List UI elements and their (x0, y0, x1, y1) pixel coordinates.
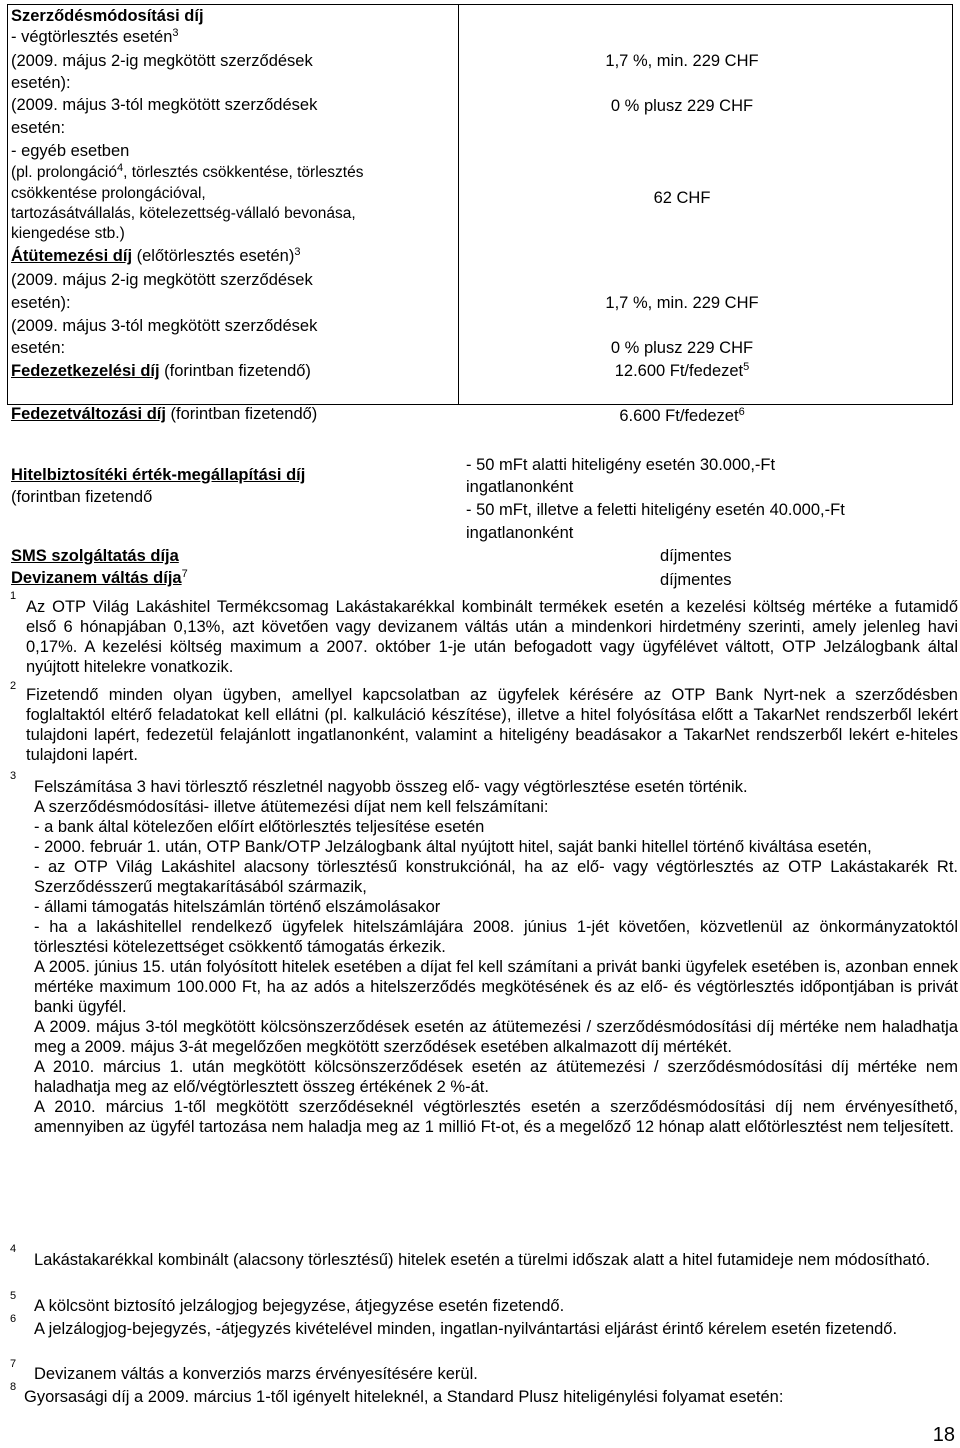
row-text: - egyéb esetben (11, 142, 130, 160)
footnote-1: Az OTP Világ Lakáshitel Termékcsomag Lakástakarékkal kombinált termékek esetén a kezelési költség mértéke a futamidő első 6 hónapjában 0,13%, azt követően vagy devizanem váltás után a mindenkori hirdetmény szerinti, amely jelenleg havi 0,17%. A kezelési költség maximum a 2007. október 1-je után befogadott vagy ügyfélévet váltott, OTP Jelzálogbank által nyújtott hitelekre vonatkozik. (26, 598, 958, 676)
footnote-6: A jelzálogjog-bejegyzés, -átjegyzés kivételével minden, ingatlan-nyilvántartási eljárást érintő kérelem esetén fizetendő. (34, 1320, 898, 1338)
fee-title-sms: SMS szolgáltatás díja (11, 547, 179, 565)
fee-title-rescheduling: Átütemezési díj (előtörlesztés esetén)$^3$ (11, 246, 301, 265)
footnote-number: 7 (10, 1358, 17, 1370)
footnote-number: 6 (10, 1313, 17, 1325)
fee-value: 12.600 Ft/fedezet$^5$ (614, 361, 750, 380)
footnote-number: 2 (10, 680, 17, 692)
row-text: (2009. május 3-tól megkötött szerződések (11, 317, 318, 335)
row-text: tartozásátvállalás, kötelezettség-vállaló bevonása, (11, 205, 356, 222)
footnote-number: 8 (10, 1381, 17, 1393)
row-text: esetén): (11, 74, 71, 92)
table-top-border (7, 4, 953, 5)
fee-value: 0 % plusz 229 CHF (610, 97, 754, 115)
footnote-number: 1 (10, 590, 17, 602)
fee-value: - 50 mFt alatti hiteligény esetén 30.000,-Ft (466, 456, 776, 474)
row-text: esetén: (11, 119, 66, 137)
footnote-number: 5 (10, 1290, 17, 1302)
footnote-number: 3 (10, 770, 17, 782)
fee-value: 0 % plusz 229 CHF (610, 339, 754, 357)
fee-title-collateral-handling: Fedezetkezelési díj (forintban fizetendő) (11, 362, 311, 380)
row-text: - végtörlesztés esetén$^3$ (11, 27, 179, 46)
footnote-3: Felszámítása 3 havi törlesztő részletnél nagyobb összeg elő- vagy végtörlesztése esetén történik. A szerződésmódosítási- illetve átütemezési díjat nem kell felszámítani: - a bank által kötelezően előírt előtörlesztés teljesítése esetén - 2000. február 1. után, OTP Bank/OTP Jelzálogbank által nyújtott hitel, saját banki hitellel történő kiváltása esetén, - az OTP Világ Lakáshitel alacsony törlesztésű konstrukciónál, ha az elő- vagy végtörlesztés az OTP Lakástakarék Rt. Szerződésszerű megtakarításából származik, - állami támogatás hitelszámlán történő elszámolásakor - ha a lakáshitellel rendelkező ügyfelek hitelszámlájára 2008. június 1-jét követően, közvetlenül az önkormányzatoktól törlesztési kötelezettséget csökkentő támogatás érkezik. A 2005. június 15. után folyósított hitelek esetében a díjat fel kell számítani a privát banki ügyfelek esetében is, azonban ennek mértéke maximum 100.000 Ft, ha az adós a hitelszerződés megkötésének és az elő- és végtörlesztés időpontjában is privát banki ügyfél. A 2009. május 3-tól megkötött kölcsönszerződések esetén az átütemezési / szerződésmódosítási díj mértéke nem haladhatja meg a 2009. május 3-át megelőzően megkötött szerződések esetében alkalmazott díj mértékét. A 2010. március 1. után megkötött kölcsönszerződések esetén az átütemezési / szerződésmódosítási díj mértéke nem haladhatja meg az elő/végtörlesztett összeg értékének 2 %-át. A 2010. március 1-től megkötött szerződéseknél végtörlesztés esetén a szerződésmódosítási díj nem érvényesíthető, amennyiben az ügyfél tartozása nem haladja meg az 1 millió Ft-ot, és a megelőző 12 hónap alatt előtörlesztést nem teljesített. (34, 778, 958, 1136)
fee-title-valuation: Hitelbiztosítéki érték-megállapítási díj (11, 466, 306, 484)
table-left-border (7, 4, 8, 404)
row-text: (2009. május 2-ig megkötött szerződések (11, 271, 313, 289)
fee-value: díjmentes (660, 571, 732, 589)
fee-value: 1,7 %, min. 229 CHF (605, 52, 759, 70)
fee-value: 6.600 Ft/fedezet$^6$ (619, 406, 745, 425)
row-text: (forintban fizetendő (11, 488, 153, 506)
fee-value: - 50 mFt, illetve a feletti hiteligény esetén 40.000,-Ft (466, 501, 845, 519)
row-text: csökkentése prolongációval, (11, 185, 206, 202)
fee-title-currency-change: Devizanem váltás díja$^7$ (11, 568, 188, 587)
fee-value: ingatlanonként (466, 478, 574, 496)
fee-value: ingatlanonként (466, 524, 574, 542)
footnote-7: Devizanem váltás a konverziós marzs érvényesítésére kerül. (34, 1365, 478, 1383)
footnote-4: Lakástakarékkal kombinált (alacsony törlesztésű) hitelek esetén a türelmi időszak alatt a hitel futamideje nem módosítható. (34, 1251, 931, 1269)
footnote-number: 4 (10, 1243, 17, 1255)
fee-title-collateral-change: Fedezetváltozási díj (forintban fizetendő) (11, 405, 318, 423)
fee-value: 62 CHF (653, 189, 711, 207)
footnote-5: A kölcsönt biztosító jelzálogjog bejegyzése, átjegyzése esetén fizetendő. (34, 1297, 565, 1315)
row-text: esetén: (11, 339, 66, 357)
column-divider (458, 4, 459, 404)
row-text: (2009. május 3-tól megkötött szerződések (11, 96, 318, 114)
table-right-border (952, 4, 953, 404)
row-text: esetén): (11, 294, 71, 312)
footnote-8: Gyorsasági díj a 2009. március 1-től igényelt hiteleknél, a Standard Plusz hiteligénylési folyamat esetén: (24, 1388, 784, 1406)
page-number: 18 (932, 1424, 955, 1446)
fee-title-contract-modification: Szerződésmódosítási díj (11, 7, 204, 25)
footnote-2: Fizetendő minden olyan ügyben, amellyel kapcsolatban az ügyfelek kérésére az OTP Bank Nyrt-nek a szerződésben foglaltaktól eltérő feladatokat kell ellátni (pl. kalkuláció készítése), illetve a hitel folyósítása előtt a TakarNet rendszerből lekért tulajdoni lapért, fedezetül felajánlott ingatlanonként, valamint a hiteligény beadásakor a TakarNet rendszerből lekért e-hiteles tulajdoni lapért. (26, 686, 958, 764)
fee-value: díjmentes (660, 547, 732, 565)
row-text: (pl. prolongáció$^4$, törlesztés csökkentése, törlesztés (11, 162, 364, 181)
row-text: kiengedése stb.) (11, 225, 125, 242)
fee-value: 1,7 %, min. 229 CHF (605, 294, 759, 312)
row-text: (2009. május 2-ig megkötött szerződések (11, 52, 313, 70)
